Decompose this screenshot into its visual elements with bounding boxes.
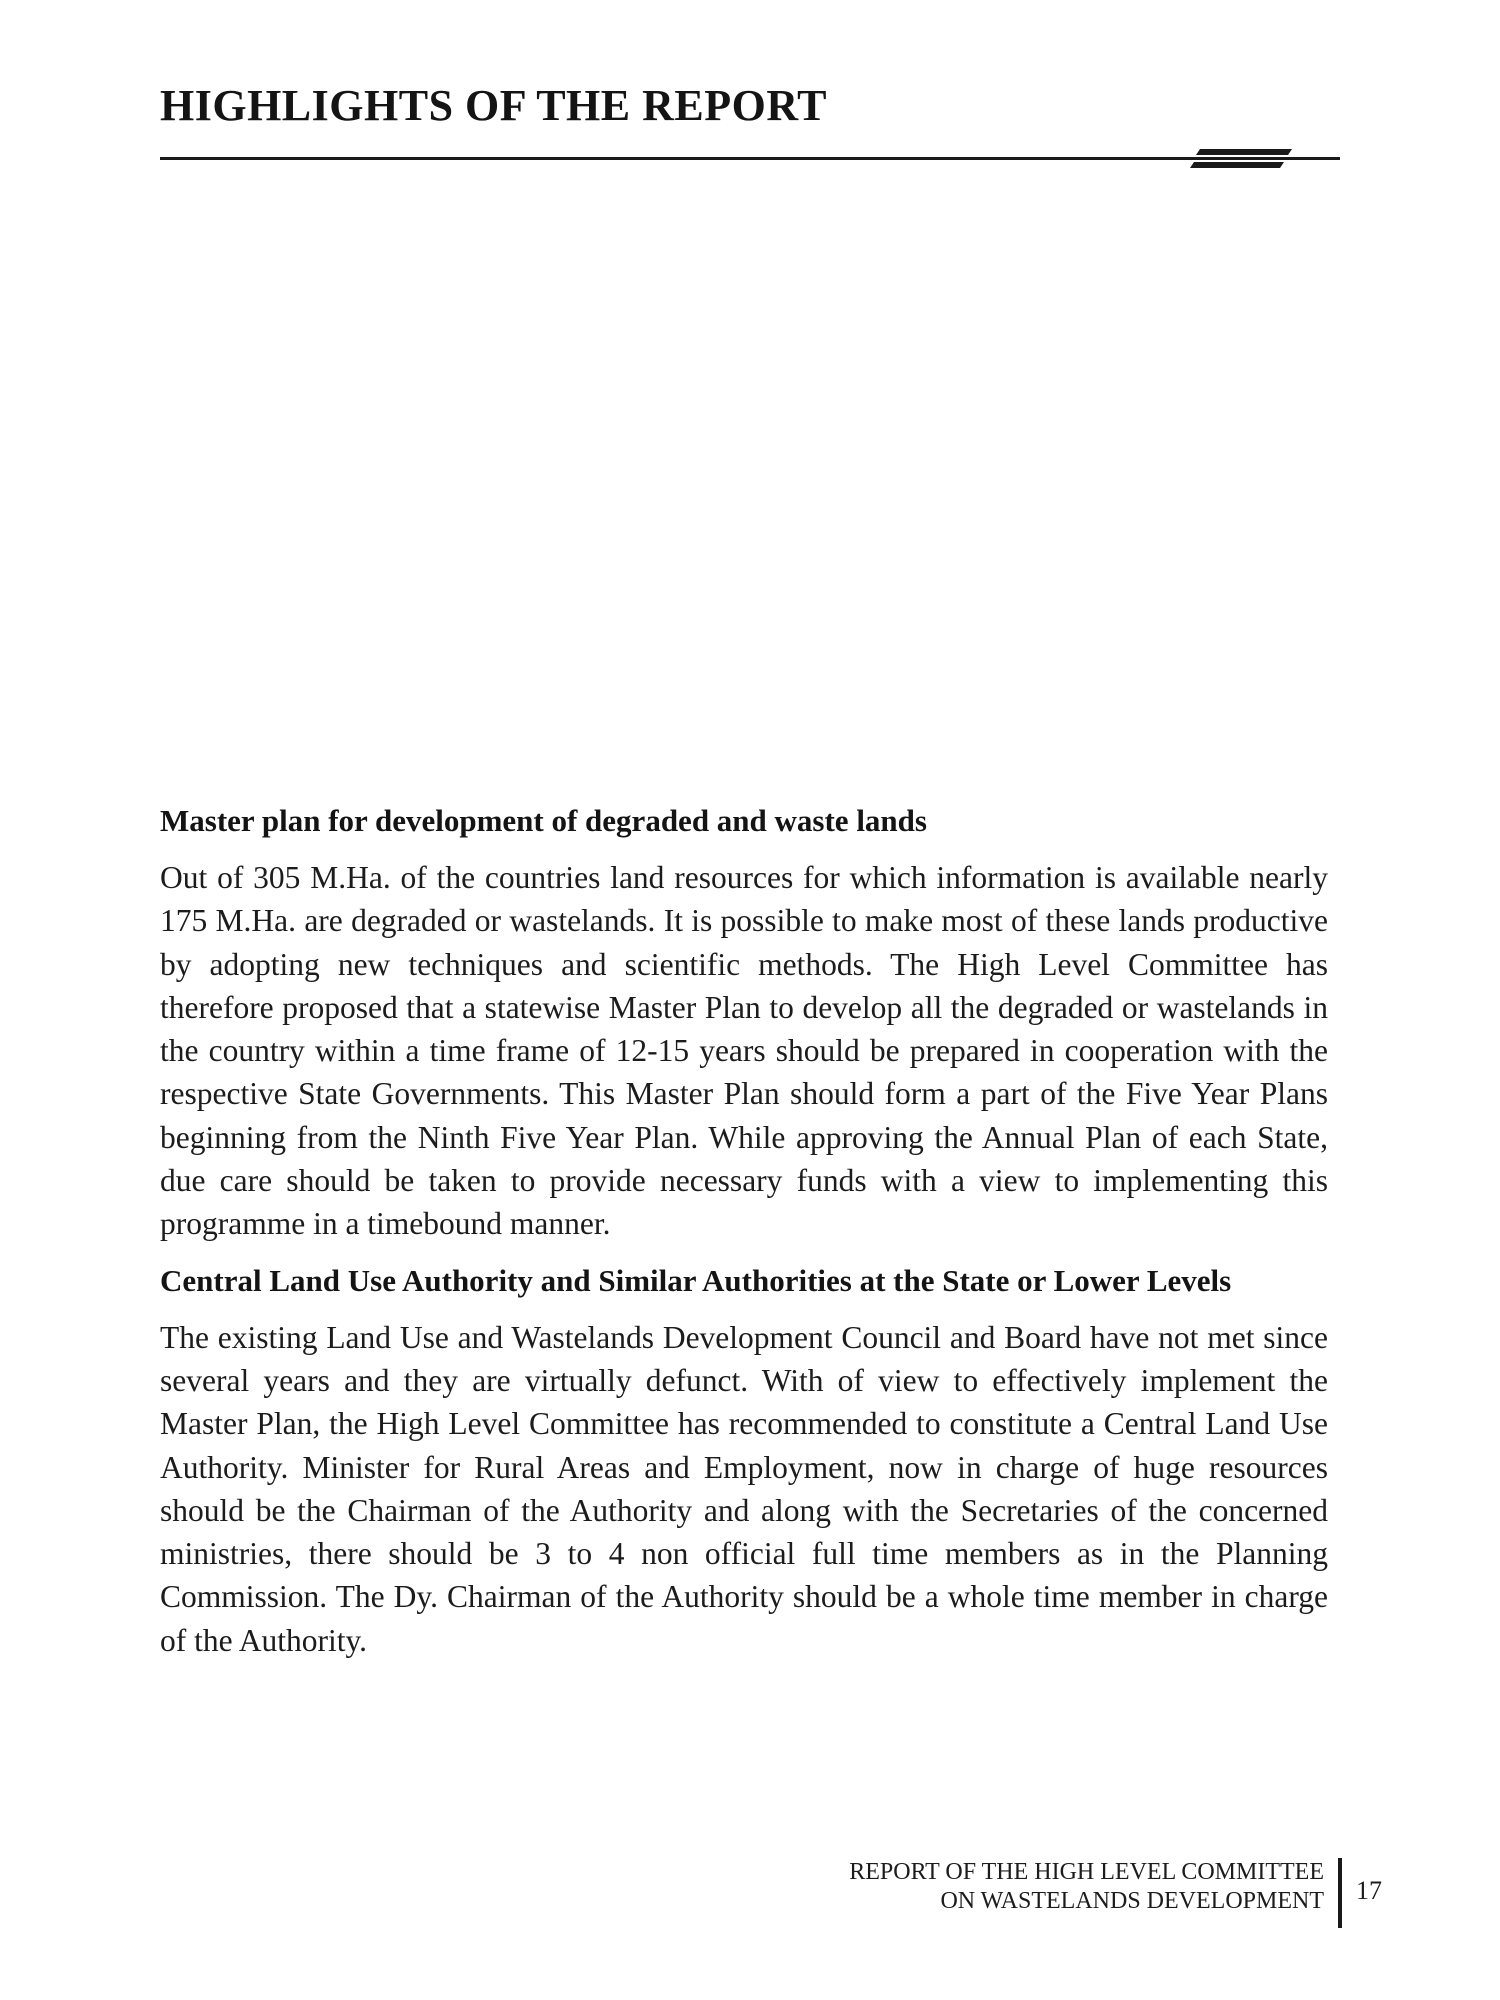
page-number: 17 [1356,1876,1382,1905]
section-central-land-use-authority [160,1260,1328,1662]
section-heading: Master plan for development of degraded and waste lands [160,803,927,838]
page-header [160,80,1340,170]
footer-report-title [849,1858,1342,1928]
header-rule-accent-top [1196,149,1292,155]
section-paragraph: The existing Land Use and Wastelands Development Council and Board have not met since several years and they are virtually defunct. With of view to effectively implement the Master Plan, the High Level Committee has recommended to constitute a Central Land Use Authority. Minister for Rural Areas and Employment, now in charge of huge resources should be the Chairman of the Authority and along with the Secretaries of the concerned ministries, there should be 3 to 4 non official full time members as in the Planning Commission. The Dy. Chairman of the Authority should be a whole time member in charge of the Authority. [160,1319,1328,1658]
header-rule-line [160,157,1340,160]
footer-line-1: REPORT OF THE HIGH LEVEL COMMITTEE [849,1859,1324,1885]
header-rule-accent-bottom [1190,162,1284,168]
report-content [160,800,1328,1676]
header-rule [160,148,1340,170]
section-master-plan [160,800,1328,1246]
section-paragraph: Out of 305 M.Ha. of the countries land resources for which information is available nearly 175 M.Ha. are degraded or wastelands. It is possible to make most of these lands productive by adopting new techniques and scientific methods. The High Level Committee has therefore proposed that a statewise Master Plan to develop all the degraded or wastelands in the country within a time frame of 12-15 years should be prepared in cooperation with the respective State Governments. This Master Plan should form a part of the Five Year Plans beginning from the Ninth Five Year Plan. While approving the Annual Plan of each State, due care should be taken to provide necessary funds with a view to implementing this programme in a timebound manner. [160,860,1328,1242]
footer-line-2: ON WASTELANDS DEVELOPMENT [940,1888,1324,1914]
page-footer [849,1858,1382,1928]
page-title: HIGHLIGHTS OF THE REPORT [160,81,827,130]
section-heading: Central Land Use Authority and Similar Authorities at the State or Lower Levels [160,1262,1232,1298]
